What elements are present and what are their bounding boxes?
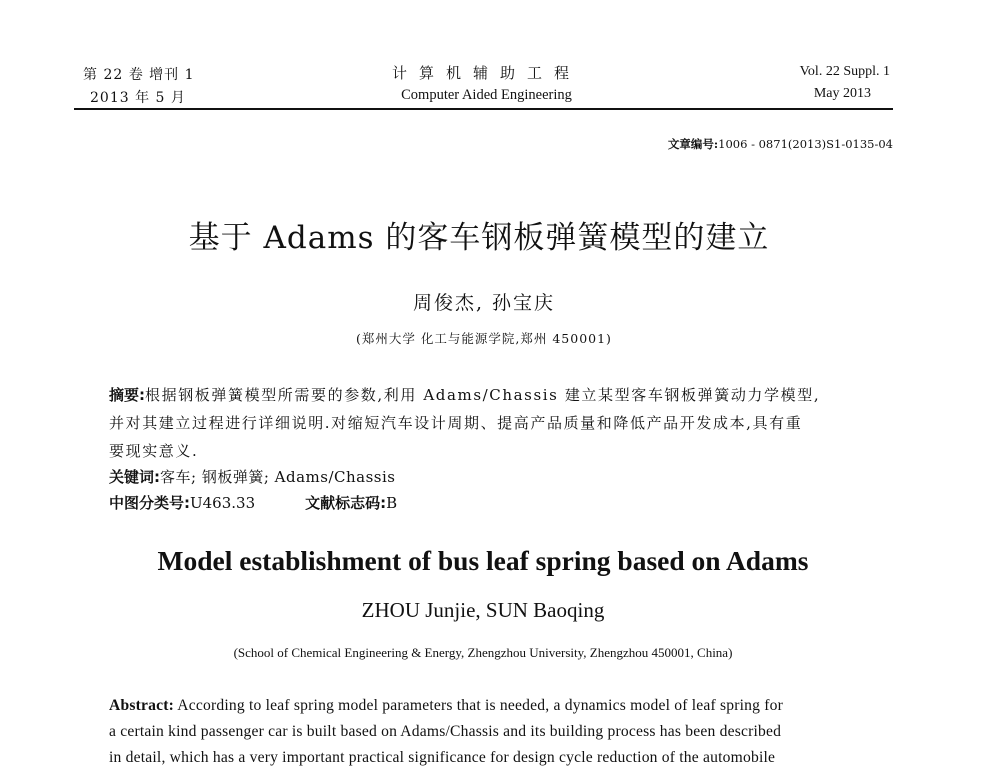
authors-cn: 周俊杰, 孙宝庆 [412,292,556,314]
affiliation-en: (School of Chemical Engineering & Energy, Zhengzhou University, Zhengzhou 450001, China) [233,645,733,660]
classification-cn [109,492,397,513]
journal-name-cn: 计算机辅助工程 [391,64,581,82]
classification-value: U463.33 [190,494,256,512]
article-number-value: 1006 - 0871(2013)S1-0135-04 [718,137,893,151]
abstract-cn-text-1: 根据钢板弹簧模型所需要的参数,利用 Adams/Chassis 建立某型客车钢板弹簧动力学模型, [145,386,821,404]
abstract-cn-line-2: 并对其建立过程进行详细说明.对缩短汽车设计周期、提高产品质量和降低产品开发成本,具有重 [109,414,803,432]
abstract-en-text-1: According to leaf spring model parameters that is needed, a dynamics model of leaf spring for [177,697,784,714]
journal-date-cn: 2013 年 5 月 [90,90,186,106]
journal-volume-en: Vol. 22 Suppl. 1 [799,64,890,79]
abstract-cn-label: 摘要: [109,386,145,404]
header-rule [74,108,893,110]
keywords-cn [109,466,395,487]
journal-volume: 第 22 卷 增刊 1 [83,67,195,83]
abstract-cn-line-3: 要现实意义. [109,442,199,460]
abstract-en-line-1 [109,697,783,715]
authors-en: ZHOU Junjie, SUN Baoqing [361,598,605,622]
journal-name-en: Computer Aided Engineering [401,87,572,103]
paper-title-en: Model establishment of bus leaf spring based on Adams [157,545,809,576]
classification-label: 中图分类号: [109,494,190,512]
keywords-cn-text: 客车; 钢板弹簧; Adams/Chassis [160,468,396,486]
article-number-label: 文章编号: [667,137,719,151]
keywords-cn-label: 关键词: [109,468,160,486]
abstract-en-line-2: a certain kind passenger car is built based on Adams/Chassis and its building process has been described [109,723,782,740]
article-number [668,136,893,152]
abstract-en-line-3: in detail, which has a very important practical significance for design cycle reduction of the automobile [109,749,776,766]
journal-date-en: May 2013 [813,86,871,101]
paper-title-cn: 基于 Adams 的客车钢板弹簧模型的建立 [188,220,770,256]
abstract-en-label: Abstract: [109,697,175,714]
doc-code-value: B [386,494,398,512]
affiliation-cn: (郑州大学 化工与能源学院,郑州 450001) [356,331,612,346]
abstract-cn-line-1 [109,384,820,405]
doc-code-label: 文献标志码: [305,494,387,512]
